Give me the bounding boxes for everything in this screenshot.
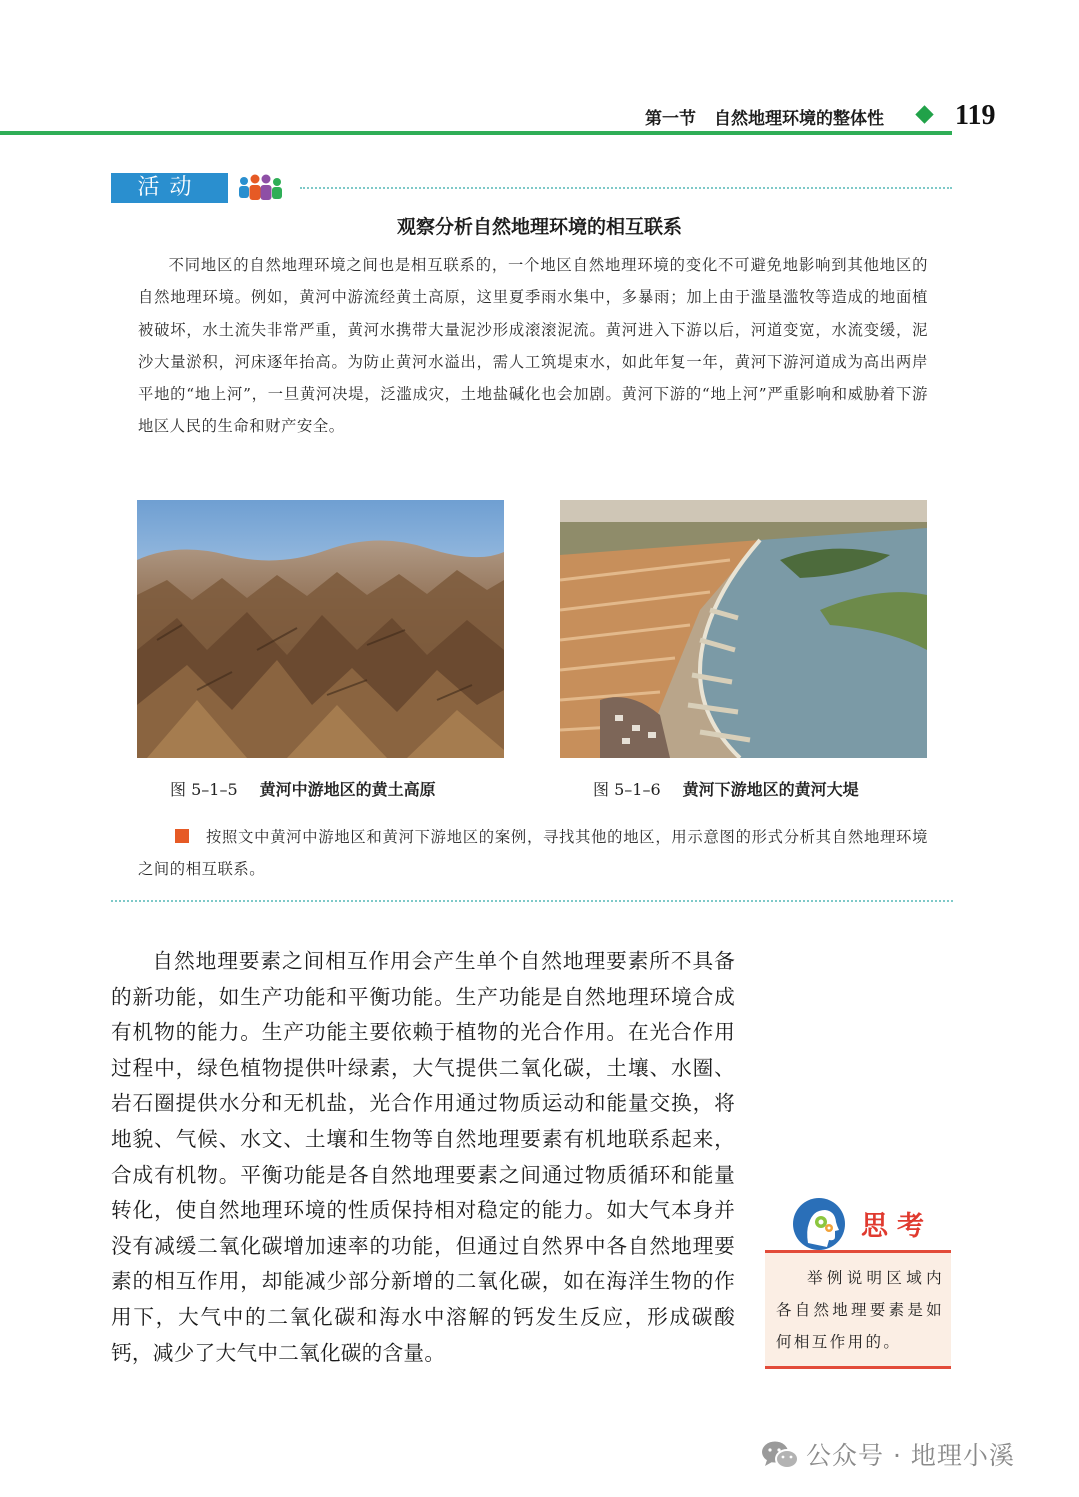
figure-title-1: 黄河中游地区的黄土高原 (259, 780, 436, 799)
head-gears-icon (792, 1197, 846, 1251)
yellow-river-levee-photo (560, 500, 927, 758)
think-text: 举例说明区域内各自然地理要素是如何相互作用的。 (776, 1269, 944, 1351)
activity-text: 不同地区的自然地理环境之间也是相互联系的，一个地区自然地理环境的变化不可避免地影响到其他地区的自然地理环境。例如，黄河中游流经黄土高原，这里夏季雨水集中，多暴雨；加上由于滥垦滥牧等造成的地面植被破坏，水土流失非常严重，黄河水携带大量泥沙形成滚滚泥流。黄河进入下游以后，河道变宽，水流变缓，泥沙大量淤积，河床逐年抬高。为防止黄河水溢出，需人工筑堤束水，如此年复一年，黄河下游河道成为高出两岸平地的“地上河”，一旦黄河决堤，泛滥成灾，土地盐碱化也会加剧。黄河下游的“地上河”严重影响和威胁着下游地区人民的生命和财产安全。 (138, 256, 928, 436)
page-number: 119 (955, 100, 996, 131)
think-label: 思考 (861, 1211, 933, 1242)
main-paragraph: 自然地理要素之间相互作用会产生单个自然地理要素所不具备的新功能，如生产功能和平衡功能。生产功能是自然地理环境合成有机物的能力。生产功能主要依赖于植物的光合作用。在光合作用过程中，绿色植物提供叶绿素，大气提供二氧化碳，土壤、水圈、岩石圈提供水分和无机盐，光合作用通过物质运动和能量交换，将地貌、气候、水文、土壤和生物等自然地理要素有机地联系起来，合成有机物。平衡功能是各自然地理要素之间通过物质循环和能量转化，使自然地理环境的性质保持相对稳定的能力。如大气本身并没有减缓二氧化碳增加速率的功能，但通过自然界中各自然地理要素的相互作用，却能减少部分新增的二氧化碳，如在海洋生物的作用下，大气中的二氧化碳和海水中溶解的钙发生反应，形成碳酸钙，减少了大气中二氧化碳的含量。 (111, 949, 735, 1365)
activity-top-rule (300, 187, 952, 189)
figure-number-1: 图 5–1–5 (170, 780, 238, 799)
figure-title-2: 黄河下游地区的黄河大堤 (682, 780, 859, 799)
running-head (645, 104, 884, 129)
loess-plateau-photo (137, 500, 504, 758)
activity-bottom-rule (111, 900, 953, 902)
diamond-icon (915, 105, 933, 123)
activity-title: 观察分析自然地理环境的相互联系 (396, 216, 682, 238)
section-label: 第一节 (645, 109, 696, 129)
watermark-text: 公众号 · 地理小溪 (806, 1441, 1015, 1470)
wechat-icon (760, 1439, 800, 1471)
figure-caption-1 (170, 777, 436, 800)
header-rule (0, 131, 952, 135)
section-title: 自然地理环境的整体性 (714, 109, 884, 129)
activity-task-text: 按照文中黄河中游地区和黄河下游地区的案例，寻找其他的地区，用示意图的形式分析其自然地理环境之间的相互联系。 (138, 828, 928, 878)
figure-caption-2 (593, 777, 859, 800)
people-group-icon (237, 172, 283, 202)
activity-tag: 活动 (111, 173, 228, 203)
figure-number-2: 图 5–1–6 (593, 780, 661, 799)
